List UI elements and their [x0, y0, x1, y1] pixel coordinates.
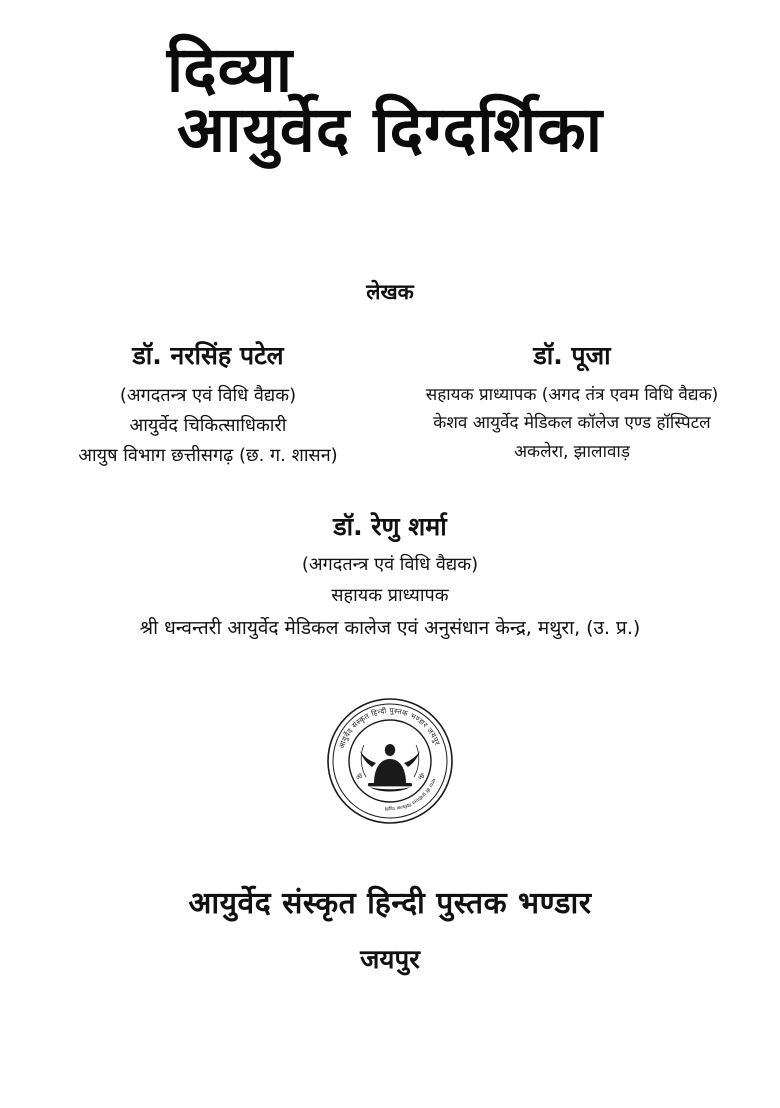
author-detail-line: (अगदतन्त्र एवं विधि वैद्यक): [119, 384, 297, 406]
author-detail-line: अकलेरा, झालावाड़: [514, 441, 630, 462]
publisher-footer: [34, 881, 746, 976]
author-block-3: [34, 511, 746, 645]
author-detail-line: सहायक प्राध्यापक: [331, 585, 449, 607]
publisher-seal-icon: [326, 697, 454, 825]
publisher-name: आयुर्वेद संस्कृत हिन्दी पुस्तक भण्डार: [188, 886, 592, 922]
author-detail-line: सहायक प्राध्यापक (अगद तंत्र एवम विधि वैद्यक): [425, 384, 719, 405]
author-detail-line: (अगदतन्त्र एवं विधि वैद्यक): [301, 554, 479, 576]
svg-text:भारत की प्राचीनतम चिकित्सा पद्: भारत की प्राचीनतम चिकित्सा पद्धति: [384, 777, 436, 811]
authors-row: [34, 340, 746, 471]
author-detail-line: आयुष विभाग छत्तीसगढ़ (छ. ग. शासन): [78, 445, 338, 466]
author-block-2: [404, 340, 740, 471]
publisher-logo-wrap: [34, 697, 746, 825]
author-detail-line: आयुर्वेद चिकित्साधिकारी: [129, 414, 287, 436]
authors-heading: लेखक: [366, 280, 414, 305]
book-title-line-1: दिव्या: [166, 33, 294, 106]
svg-text:ॐ: ॐ: [356, 773, 363, 782]
author-name: डॉ. नरसिंह पटेल: [132, 341, 284, 371]
author-block-1: [40, 340, 376, 471]
publisher-city: जयपुर: [360, 945, 420, 976]
svg-text:आयुर्वेद संस्कृत हिन्दी पुस्तक: आयुर्वेद संस्कृत हिन्दी पुस्तक भण्डार जयपुर: [336, 706, 443, 750]
book-title-line-2: आयुर्वेद दिग्दर्शिका: [176, 93, 604, 167]
author-name: डॉ. रेणु शर्मा: [333, 512, 447, 542]
title-block: [34, 0, 746, 167]
author-detail-line: केशव आयुर्वेद मेडिकल कॉलेज एण्ड हॉस्पिटल: [433, 413, 711, 434]
svg-text:ॐ: ॐ: [418, 773, 425, 782]
author-name: डॉ. पूजा: [533, 341, 611, 371]
author-detail-line: श्री धन्वन्तरी आयुर्वेद मेडिकल कालेज एवं अनुसंधान केन्द्र, मथुरा, (उ. प्र.): [139, 617, 641, 640]
